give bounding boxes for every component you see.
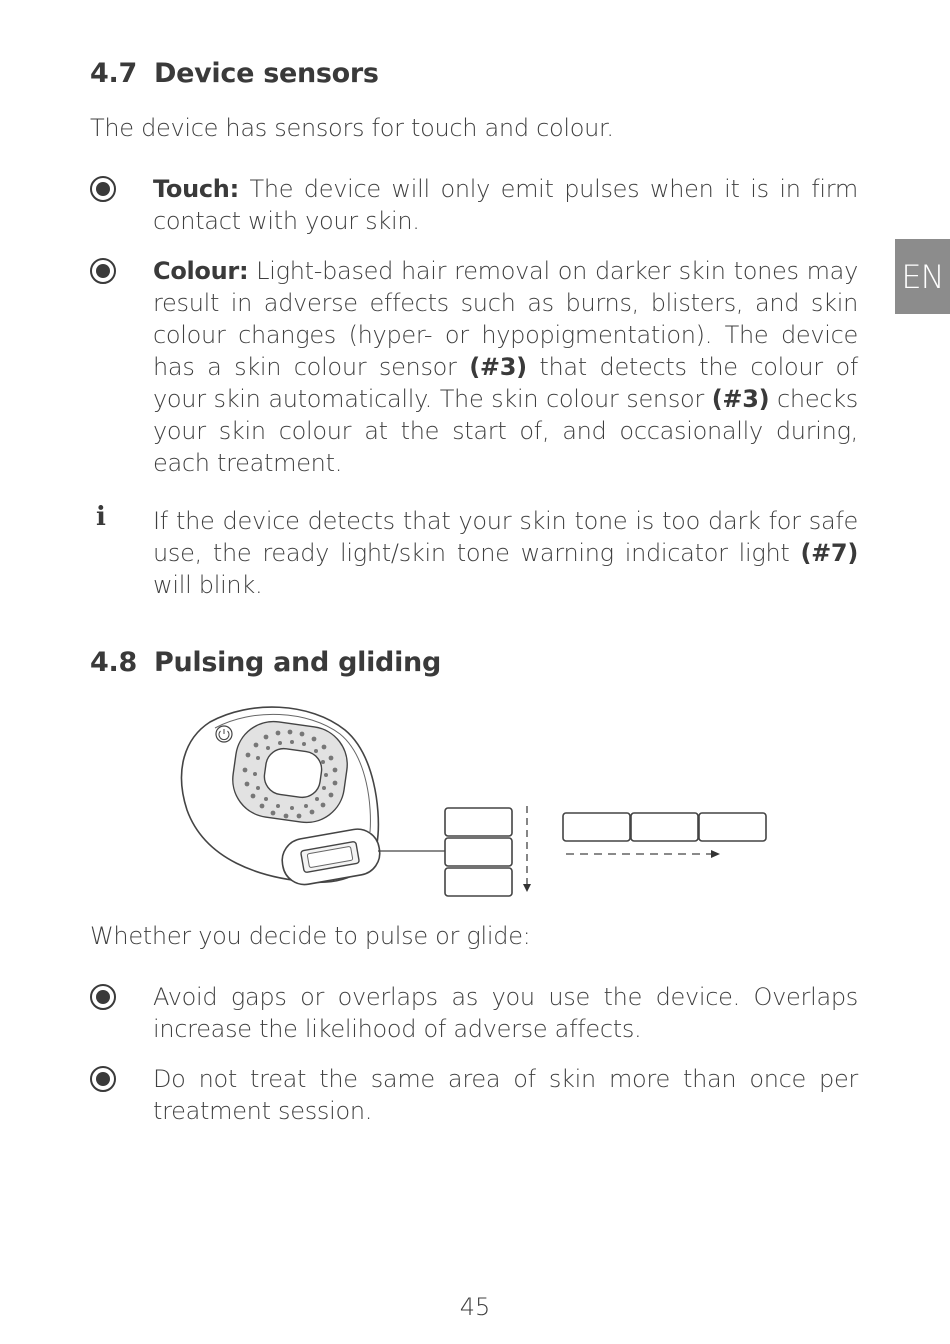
same-area-bullet-text: Do not treat the same area of skin more than once per treatment session. [153,1065,858,1125]
sensors-intro: The device has sensors for touch and colour. [90,114,614,142]
section-title: Pulsing and gliding [154,647,441,678]
glide-box [563,813,630,841]
pulse-box [445,808,512,836]
info-note-text [153,505,858,601]
gaps-bullet-text: Avoid gaps or overlaps as you use the device. Overlaps increase the likelihood of adverse affects. [153,983,858,1043]
vertical-arrow-head [523,884,531,892]
colour-bullet-text [153,255,858,479]
pulse-glide-intro: Whether you decide to pulse or glide: [90,922,531,950]
colour-label: Colour: [153,257,249,285]
section-title: Device sensors [154,58,379,89]
section-number: 4.8 [90,647,137,678]
pulse-box [445,838,512,866]
bullet-icon [90,1066,116,1092]
colour-text-3: checks your skin colour at the start of, and occasionally during, each treatment. [153,385,858,477]
device-window [262,746,324,799]
pulse-box [445,868,512,896]
touch-bullet-text [153,173,858,237]
section-4-8-heading [90,647,441,678]
bullet-icon [90,176,116,202]
bullet-icon [90,984,116,1010]
touch-text: The device will only emit pulses when it is in firm contact with your skin. [153,175,858,235]
info-text-1: If the device detects that your skin tone is too dark for safe use, the ready light/skin tone warning indicator light [153,507,858,567]
info-text-2: will blink. [153,571,263,599]
sensor-ref-2: (#3) [711,385,770,413]
device-illustration [170,700,790,905]
sensor-ref-1: (#3) [469,353,527,381]
indicator-ref: (#7) [800,539,858,567]
section-number: 4.7 [90,58,137,89]
info-icon: i [96,502,106,532]
touch-label: Touch: [153,175,239,203]
page-number: 45 [459,1293,491,1321]
language-tab: EN [895,239,950,314]
section-4-7-heading [90,58,379,89]
glide-box [699,813,766,841]
bullet-icon [90,258,116,284]
colour-text-2: that detects the colour of your skin automatically. The skin colour sensor [153,353,858,413]
horizontal-arrow-head [711,850,720,858]
glide-box [631,813,698,841]
colour-text-1: Light-based hair removal on darker skin tones may result in adverse effects such as burns, blisters, and skin colour changes (hyper- or hypopigmentation). The device has a skin colour sensor [153,257,858,381]
